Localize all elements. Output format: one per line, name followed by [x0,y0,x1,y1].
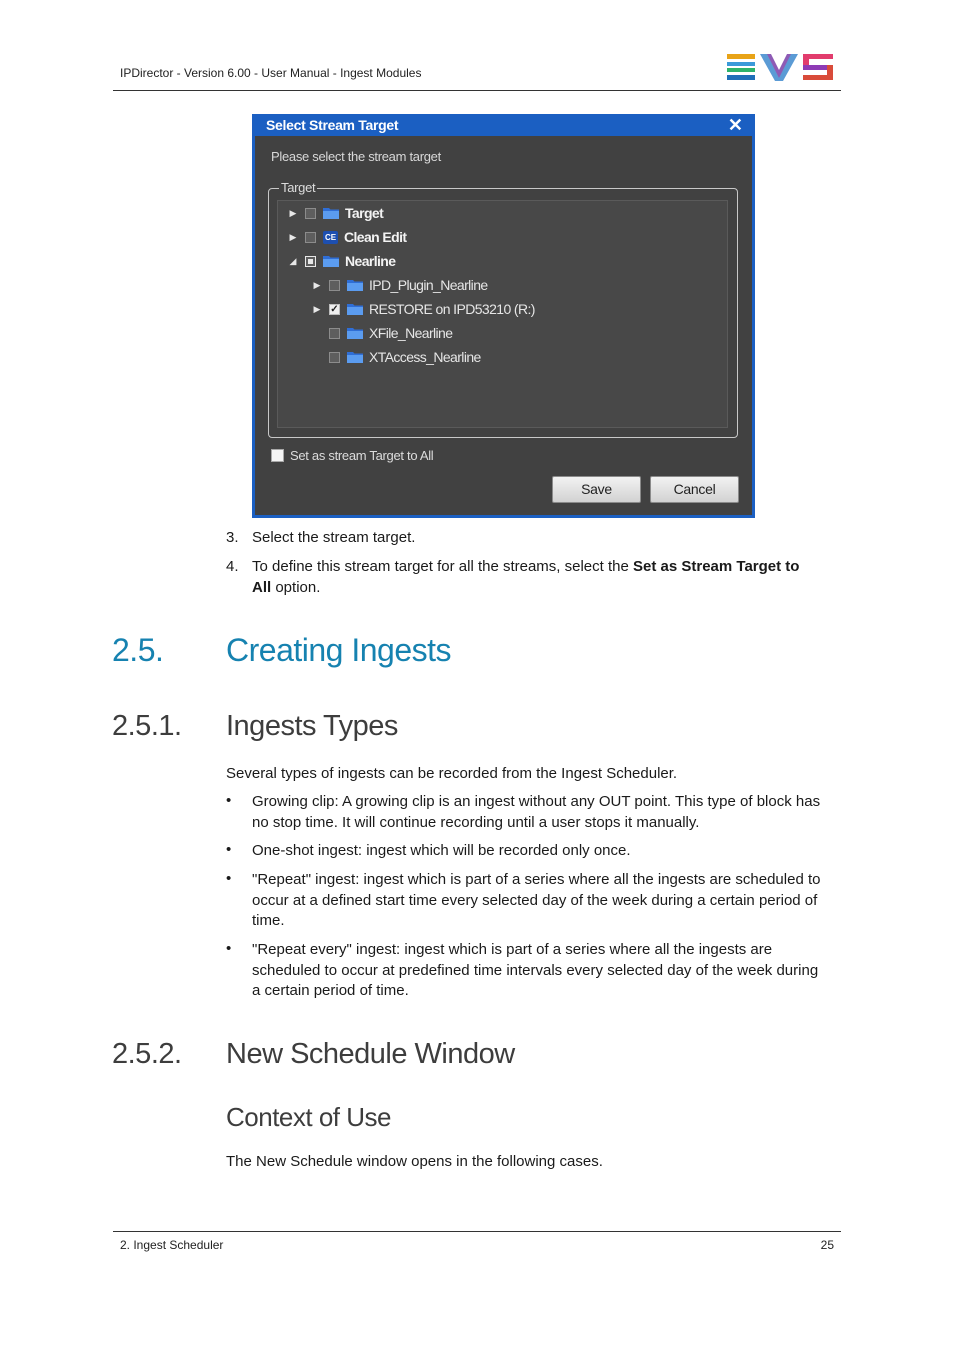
tree-item-label: XTAccess_Nearline [369,349,481,365]
footer-rule [113,1231,841,1232]
step-4-bold-option: Set as Stream Target to [633,558,800,575]
expand-arrow-icon[interactable]: ▶ [313,303,321,314]
subsection-heading-new-schedule [112,1038,515,1071]
select-stream-target-dialog [252,114,755,518]
section-title: Creating Ingests [226,632,452,668]
list-item-line: occur at a defined start time every selected day of the week during a certain period of [252,891,818,909]
tree-item-checkbox[interactable] [305,256,316,267]
tree-item-label: Clean Edit [344,229,407,245]
expand-arrow-icon[interactable]: ▶ [289,231,297,242]
list-item-line: Growing clip: A growing clip is an ingest without any OUT point. This type of block has [252,793,821,810]
list-item-line: "Repeat every" ingest: ingest which is part of a series where all the ingests are [252,941,773,958]
context-of-use-heading: Context of Use [226,1102,391,1132]
running-header: IPDirector - Version 6.00 - User Manual - Ingest Modules [120,66,422,80]
step-3-text: Select the stream target. [252,529,416,546]
set-as-stream-target-all-checkbox[interactable] [271,449,284,462]
context-paragraph: The New Schedule window opens in the following cases. [226,1153,603,1170]
tree-item-checkbox[interactable] [329,328,340,339]
dialog-prompt: Please select the stream target [271,149,441,164]
tree-item-checkbox[interactable] [305,208,316,219]
tree-item-label: RESTORE on IPD53210 (R:) [369,301,535,317]
list-item-line: a certain period of time. [252,982,409,999]
set-as-stream-target-all-label: Set as stream Target to All [290,448,434,463]
subsection-number: 2.5.2. [112,1038,182,1070]
tree-item[interactable] [310,274,488,296]
page-number: 25 [820,1238,834,1252]
header-rule [113,90,841,91]
list-item [252,841,844,862]
tree-item[interactable] [310,298,535,320]
folder-icon [347,351,363,363]
section-number: 2.5. [112,632,164,668]
tree-item-label: XFile_Nearline [369,325,453,341]
cancel-button[interactable]: Cancel [650,476,739,503]
expand-arrow-icon[interactable]: ◢ [289,255,297,266]
bullet-marker: • [226,940,232,957]
dialog-body [255,136,752,515]
list-item-line: One-shot ingest: ingest which will be recorded only once. [252,842,631,859]
list-item [252,940,844,1002]
folder-icon [323,207,339,219]
dialog-title: Select Stream Target [266,117,399,133]
tree-item-label: Nearline [345,253,396,269]
bullet-marker: • [226,841,232,858]
step-4-pre: To define this stream target for all the streams, select the [252,558,634,575]
footer-chapter: 2. Ingest Scheduler [120,1238,224,1252]
tree-item[interactable] [310,346,481,368]
tree-item[interactable] [286,226,406,248]
folder-icon [347,303,363,315]
list-item-line: no stop time. It will continue recording until a user stops it manually. [252,813,700,831]
save-button[interactable]: Save [552,476,641,503]
subsection-heading-ingest-types [112,710,398,743]
expand-arrow-icon[interactable]: ▶ [313,279,321,290]
target-tree[interactable] [277,200,728,428]
subsection-number: 2.5.1. [112,710,182,742]
subsection-title: Ingests Types [226,710,398,742]
tree-item-label: Target [345,205,384,221]
tree-item-checkbox[interactable] [305,232,316,243]
set-as-stream-target-all-option[interactable] [271,448,433,463]
tree-item[interactable] [310,322,452,344]
expand-arrow-icon[interactable]: ▶ [289,207,297,218]
step-4-bold-all: All [252,579,272,596]
list-item [252,870,844,932]
clean-edit-icon: CE [324,232,337,242]
tree-item-checkbox[interactable] [329,352,340,363]
step-4-text [252,556,844,598]
list-item-line: "Repeat" ingest: ingest which is part of a series where all the ingests are scheduled to [252,871,821,888]
tree-item-checkbox[interactable]: ✓ [330,303,339,315]
intro-paragraph: Several types of ingests can be recorded from the Ingest Scheduler. [226,765,678,782]
folder-icon [347,279,363,291]
list-item-line: time. [252,912,285,929]
step-4-post: option. [271,579,321,596]
folder-icon [323,255,339,267]
list-item [252,792,844,833]
folder-icon [347,327,363,339]
section-heading [112,632,452,669]
target-group-label: Target [281,180,316,195]
target-group [268,180,738,438]
bullet-marker: • [226,792,232,809]
evs-logo [727,54,835,82]
tree-item[interactable] [286,202,383,224]
tree-item[interactable] [286,250,395,272]
step-3-number: 3. [226,529,239,546]
subsection-title: New Schedule Window [226,1038,515,1070]
tree-item-checkbox[interactable] [329,280,340,291]
tree-item-label: IPD_Plugin_Nearline [369,277,488,293]
step-4-number: 4. [226,558,239,575]
close-icon[interactable]: ✕ [727,115,743,135]
bullet-marker: • [226,870,232,887]
list-item-line: scheduled to occur at predefined time intervals every selected day of the week during [252,961,819,979]
